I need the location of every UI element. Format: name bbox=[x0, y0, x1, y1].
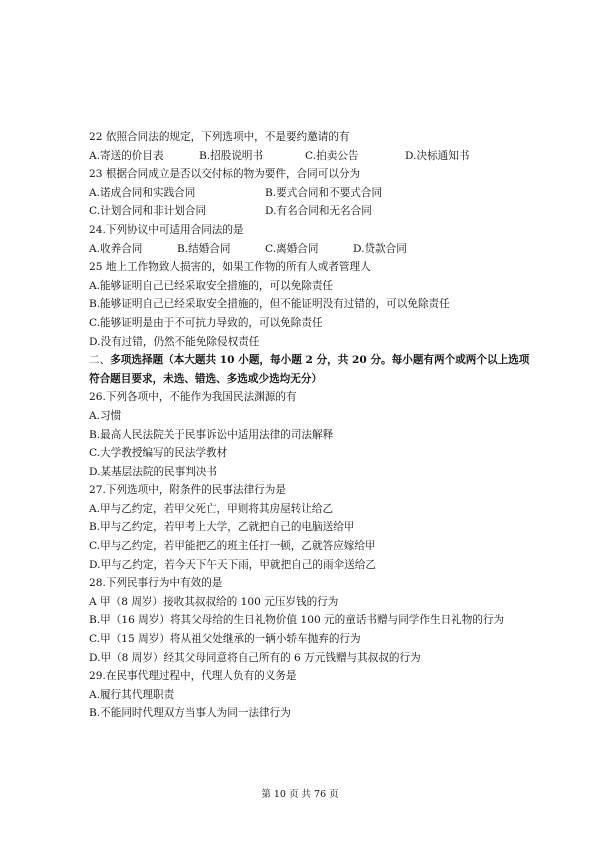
question-24-stem: 24.下列协议中可适用合同法的是 bbox=[89, 223, 244, 236]
question-24-options bbox=[89, 240, 519, 259]
question-23-options-row1 bbox=[89, 184, 519, 203]
option-b: B.最高人民法院关于民事诉讼中适用法律的司法解释 bbox=[89, 428, 334, 441]
option-d: D.甲（8 周岁）经其父母同意将自己所有的 6 万元钱赠与其叔叔的行为 bbox=[89, 651, 421, 664]
question-29-stem: 29.在民事代理过程中，代理人负有的义务是 bbox=[89, 670, 297, 683]
question-22-stem: 22 依照合同法的规定，下列选项中，不是要约邀请的有 bbox=[89, 131, 350, 143]
page-number-footer: 第 10 页 共 76 页 bbox=[261, 789, 339, 800]
option-c: C.计划合同和非计划合同 bbox=[89, 205, 207, 218]
option-b: B.招股说明书 bbox=[199, 149, 264, 162]
section-heading bbox=[89, 351, 530, 370]
option-d: D.决标通知书 bbox=[405, 149, 470, 162]
option-c: C.甲（15 周岁）将从祖父处继承的一辆小轿车抛弃的行为 bbox=[89, 633, 361, 646]
question-28-stem: 28.下列民事行为中有效的是 bbox=[89, 577, 223, 590]
option-a: A.收养合同 bbox=[89, 242, 143, 255]
option-d: D.甲与乙约定，若今天下午天下雨，甲就把自己的雨伞送给乙 bbox=[89, 558, 376, 571]
question-22-options bbox=[89, 147, 519, 166]
option-c: C.能够证明是由于不可抗力导致的，可以免除责任 bbox=[89, 316, 323, 329]
option-c: C.拍卖公告 bbox=[305, 149, 359, 162]
section-title: 多项选择题（本大题共 10 小题，每小题 2 分，共 20 分。每小题有两个或两个以上选项 bbox=[110, 354, 530, 367]
option-b: B.要式合同和不要式合同 bbox=[265, 186, 383, 199]
option-c: C.甲与乙约定，若甲能把乙的班主任打一顿，乙就答应嫁给甲 bbox=[89, 540, 376, 553]
option-d: D.没有过错，仍然不能免除侵权责任 bbox=[89, 335, 260, 348]
question-list bbox=[89, 128, 530, 723]
option-b: B.甲（16 周岁）将其父母给的生日礼物价值 100 元的童话书赠与同学作生日礼物的行为 bbox=[89, 614, 505, 627]
section-heading-line2: 符合题目要求，未选、错选、多选或少选均无分） bbox=[89, 372, 323, 385]
option-d: D.有名合同和无名合同 bbox=[265, 205, 372, 218]
question-26-stem: 26.下列各项中，不能作为我国民法渊源的有 bbox=[89, 391, 297, 404]
option-b: B.甲与乙约定，若甲考上大学，乙就把自己的电脑送给甲 bbox=[89, 521, 355, 534]
question-23-options-row2 bbox=[89, 202, 519, 221]
option-a: A 甲（8 周岁）接收其叔叔给的 100 元压岁钱的行为 bbox=[89, 595, 339, 608]
option-b: B.结婚合同 bbox=[177, 242, 231, 255]
question-25-stem: 25 地上工作物致人损害的，如果工作物的所有人或者管理人 bbox=[89, 261, 371, 274]
option-a: A.习惯 bbox=[89, 409, 122, 422]
section-number: 二、 bbox=[89, 354, 111, 367]
option-a: A.履行其代理职责 bbox=[89, 688, 175, 701]
option-c: C.大学教授编写的民法学教材 bbox=[89, 447, 228, 460]
question-27-stem: 27.下列选项中，附条件的民事法律行为是 bbox=[89, 484, 286, 497]
option-a: A.寄送的价目表 bbox=[89, 149, 164, 162]
option-b: B.不能同时代理双方当事人为同一法律行为 bbox=[89, 707, 291, 720]
option-c: C.离婚合同 bbox=[265, 242, 319, 255]
option-a: A.甲与乙约定，若甲父死亡，甲则将其房屋转让给乙 bbox=[89, 502, 334, 515]
option-a: A.能够证明自己已经采取安全措施的，可以免除责任 bbox=[89, 279, 334, 292]
option-d: D.某基层法院的民事判决书 bbox=[89, 465, 218, 478]
question-23-stem: 23 根据合同成立是否以交付标的物为要件，合同可以分为 bbox=[89, 168, 361, 181]
option-b: B.能够证明自己已经采取安全措施的，但不能证明没有过错的，可以免除责任 bbox=[89, 298, 450, 311]
option-a: A.诺成合同和实践合同 bbox=[89, 186, 196, 199]
option-d: D.贷款合同 bbox=[353, 242, 407, 255]
